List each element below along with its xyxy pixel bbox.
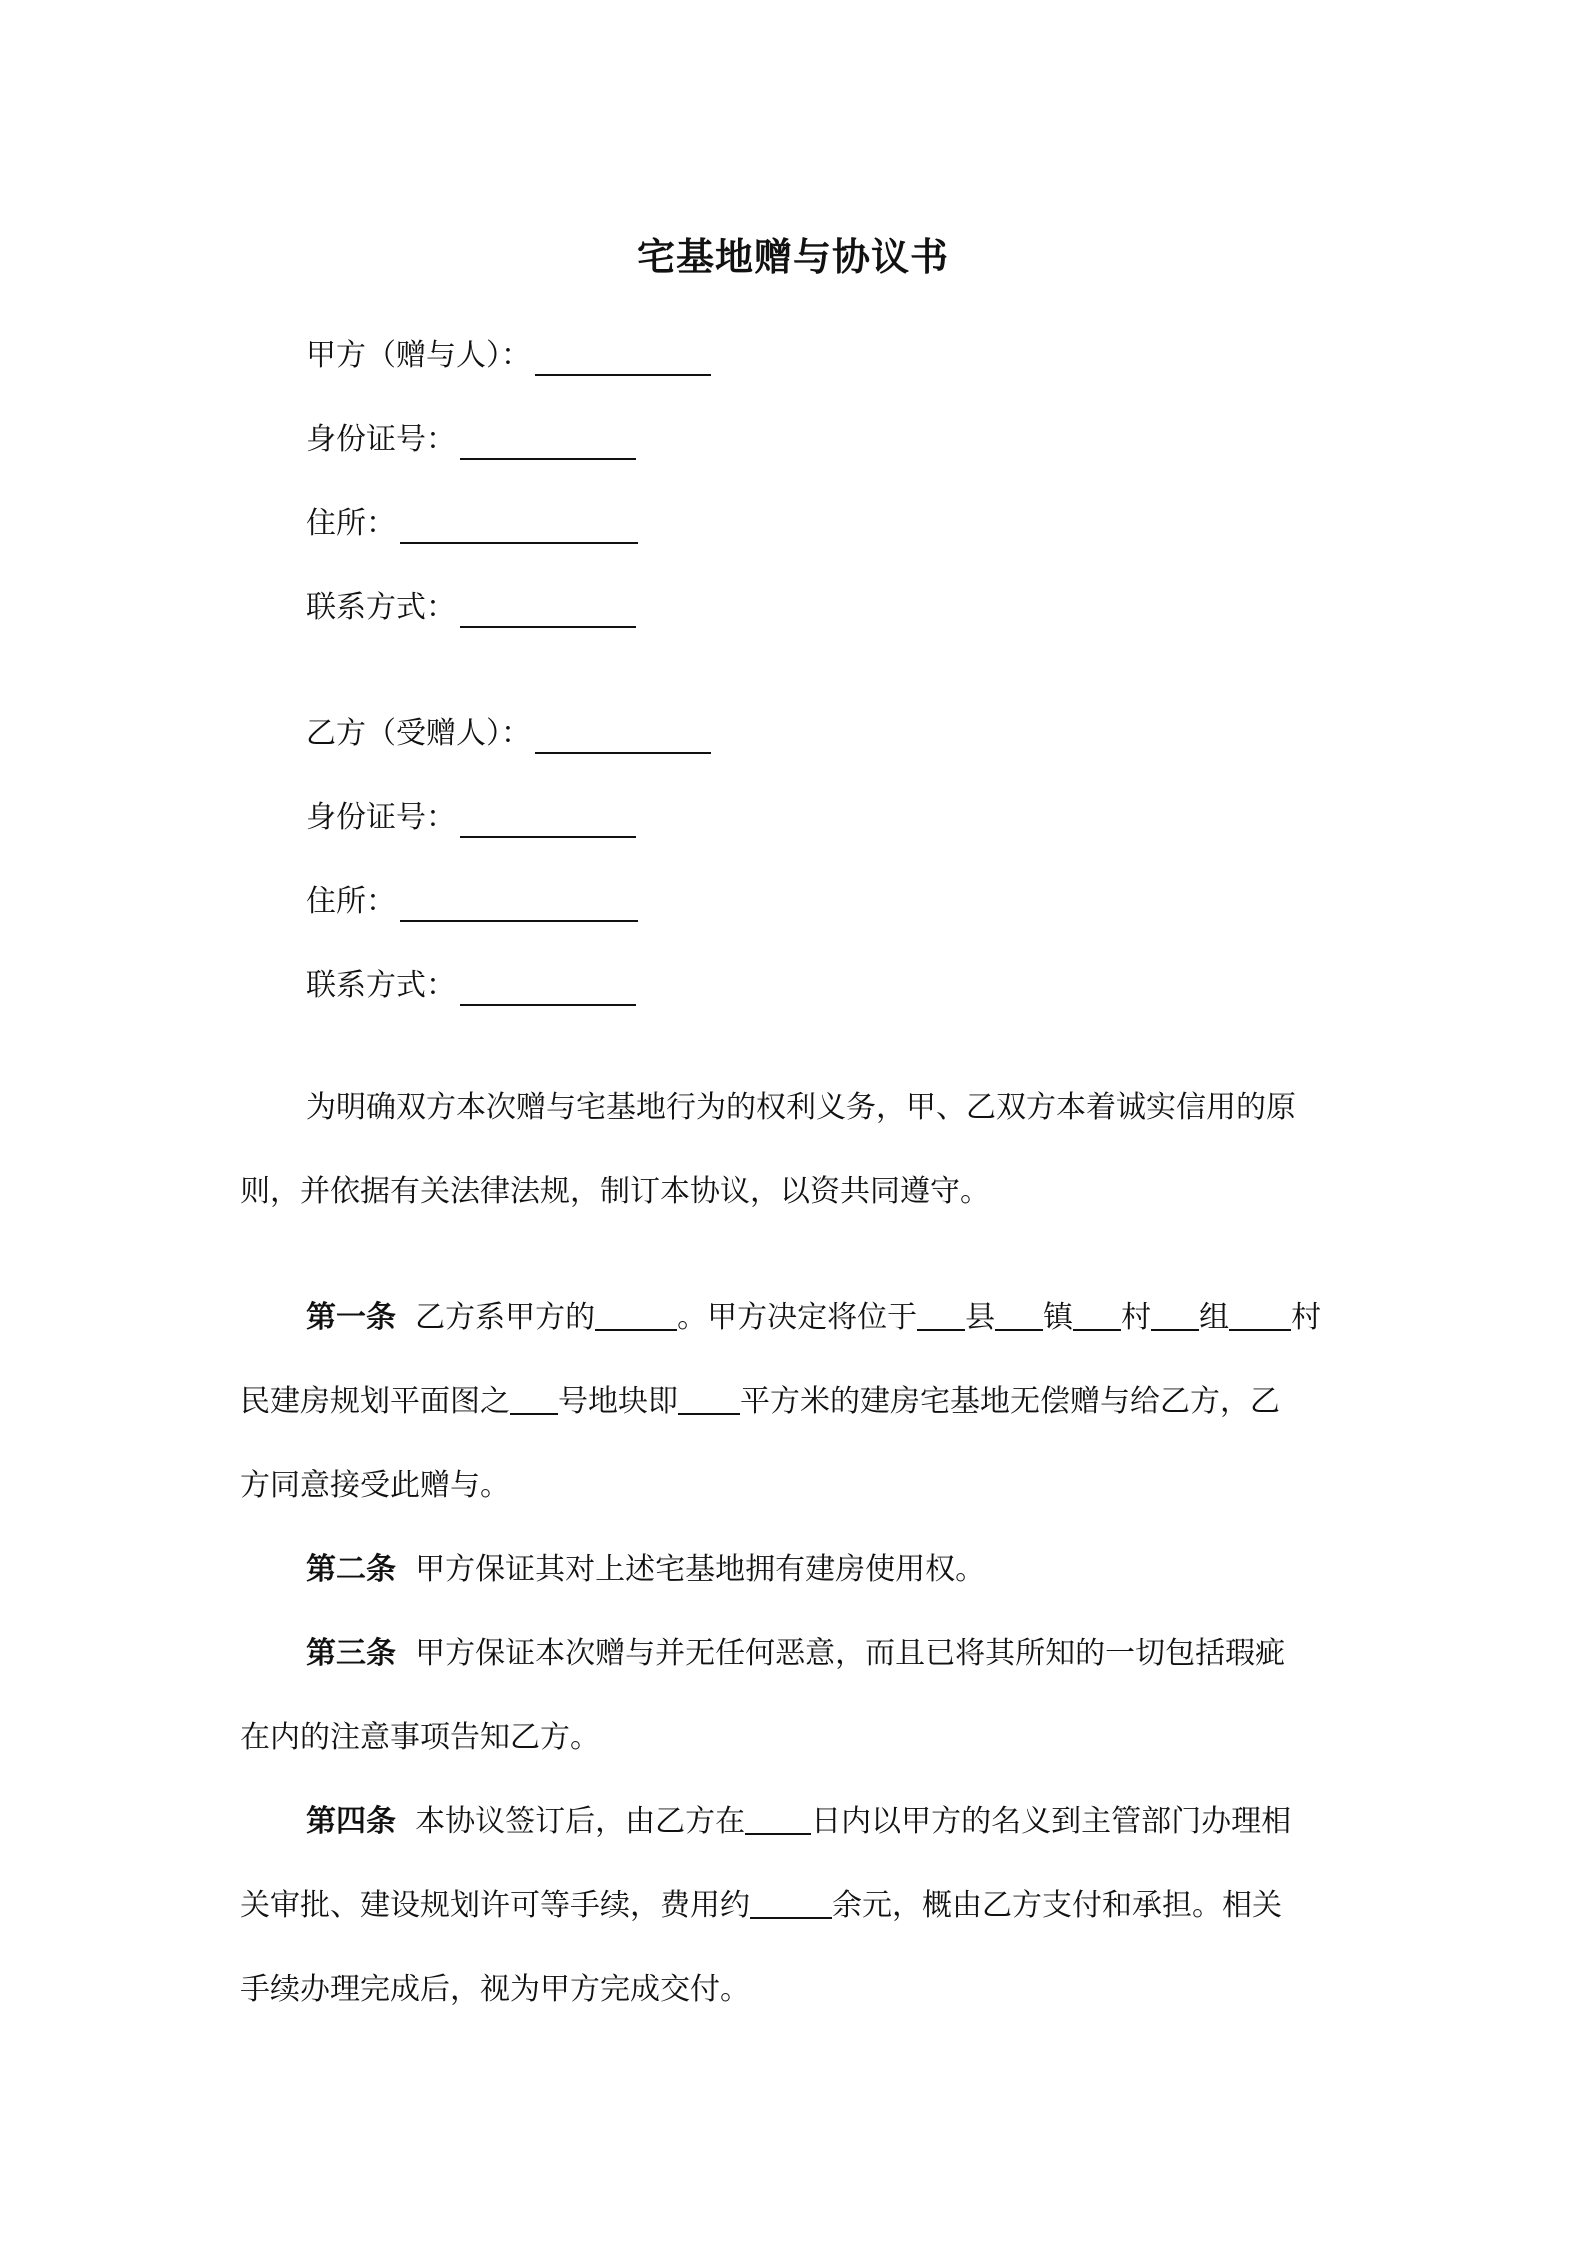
- preamble-line-1: 为明确双方本次赠与宅基地行为的权利义务，甲、乙双方本着诚实信用的原: [306, 1090, 1296, 1125]
- article-2-line-1: [240, 1528, 1350, 1612]
- article-4-text: 本协议签订后，由乙方在: [415, 1804, 746, 1839]
- article-3-text: 甲方保证本次赠与并无任何恶意，而且已将其所知的一切包括瑕疵: [415, 1636, 1286, 1671]
- article-2-text: 甲方保证其对上述宅基地拥有建房使用权。: [415, 1552, 986, 1587]
- article-1-text: 号地块即: [558, 1384, 678, 1419]
- article-3-heading: 第三条: [306, 1636, 396, 1671]
- plot-number-blank[interactable]: [510, 1383, 558, 1415]
- article-4-line-1: [240, 1780, 1350, 1864]
- article-1-text: 村: [1291, 1300, 1322, 1335]
- area-blank[interactable]: [678, 1383, 740, 1415]
- article-4-text: 余元，概由乙方支付和承担。相关: [832, 1888, 1282, 1923]
- article-3-line-2: 在内的注意事项告知乙方。: [240, 1720, 600, 1755]
- preamble-paragraph: [240, 1066, 1350, 1234]
- relationship-blank[interactable]: [595, 1299, 677, 1331]
- party-b-id-label: 身份证号：: [306, 800, 456, 835]
- party-a-address-field: [306, 498, 638, 544]
- party-b-contact-field: [306, 960, 636, 1006]
- article-2: [240, 1528, 1350, 1612]
- article-1-heading: 第一条: [306, 1300, 396, 1335]
- article-3-line-1: [240, 1612, 1350, 1696]
- days-blank[interactable]: [745, 1803, 811, 1835]
- article-4-line-2: [240, 1864, 1350, 1948]
- article-3: [240, 1612, 1350, 1780]
- party-b-address-label: 住所：: [306, 884, 396, 919]
- article-2-heading: 第二条: [306, 1552, 396, 1587]
- article-1-line-3: 方同意接受此赠与。: [240, 1468, 510, 1503]
- article-4: [240, 1780, 1350, 2032]
- party-b-id-field: [306, 792, 636, 838]
- town-blank[interactable]: [995, 1299, 1043, 1331]
- article-1-text: 村: [1121, 1300, 1152, 1335]
- article-4-line-3: 手续办理完成后，视为甲方完成交付。: [240, 1972, 750, 2007]
- party-b-contact-label: 联系方式：: [306, 968, 456, 1003]
- article-1: [240, 1276, 1350, 1528]
- party-b-address-blank[interactable]: [400, 884, 638, 922]
- article-4-text: 日内以甲方的名义到主管部门办理相: [811, 1804, 1292, 1839]
- party-b-contact-blank[interactable]: [460, 968, 636, 1006]
- article-1-text: 民建房规划平面图之: [240, 1384, 510, 1419]
- party-b-address-field: [306, 876, 638, 922]
- document-title: 宅基地赠与协议书: [636, 235, 949, 279]
- party-a-name-blank[interactable]: [535, 338, 711, 376]
- preamble-line-2: 则，并依据有关法律法规，制订本协议，以资共同遵守。: [240, 1174, 990, 1209]
- party-b-name-field: [306, 708, 711, 754]
- article-1-text: 。甲方决定将位于: [677, 1300, 918, 1335]
- village-2-blank[interactable]: [1229, 1299, 1291, 1331]
- party-a-id-blank[interactable]: [460, 422, 636, 460]
- article-1-text: 镇: [1043, 1300, 1074, 1335]
- cost-blank[interactable]: [750, 1887, 832, 1919]
- village-blank[interactable]: [1073, 1299, 1121, 1331]
- article-1-line-1: [240, 1276, 1350, 1360]
- group-blank[interactable]: [1151, 1299, 1199, 1331]
- county-blank[interactable]: [917, 1299, 965, 1331]
- party-a-name-label: 甲方（赠与人）：: [306, 338, 531, 373]
- party-a-name-field: [306, 330, 711, 376]
- party-b-name-label: 乙方（受赠人）：: [306, 716, 531, 751]
- party-a-address-label: 住所：: [306, 506, 396, 541]
- article-4-heading: 第四条: [306, 1804, 396, 1839]
- party-b-id-blank[interactable]: [460, 800, 636, 838]
- article-1-text: 县: [965, 1300, 996, 1335]
- article-1-text: 组: [1199, 1300, 1230, 1335]
- article-1-text: 乙方系甲方的: [415, 1300, 596, 1335]
- party-a-contact-blank[interactable]: [460, 590, 636, 628]
- party-a-address-blank[interactable]: [400, 506, 638, 544]
- article-4-text: 关审批、建设规划许可等手续，费用约: [240, 1888, 750, 1923]
- party-a-contact-field: [306, 582, 636, 628]
- party-a-id-field: [306, 414, 636, 460]
- party-b-name-blank[interactable]: [535, 716, 711, 754]
- party-a-contact-label: 联系方式：: [306, 590, 456, 625]
- article-1-text: 平方米的建房宅基地无偿赠与给乙方，乙: [740, 1384, 1280, 1419]
- article-1-line-2: [240, 1360, 1350, 1444]
- party-a-id-label: 身份证号：: [306, 422, 456, 457]
